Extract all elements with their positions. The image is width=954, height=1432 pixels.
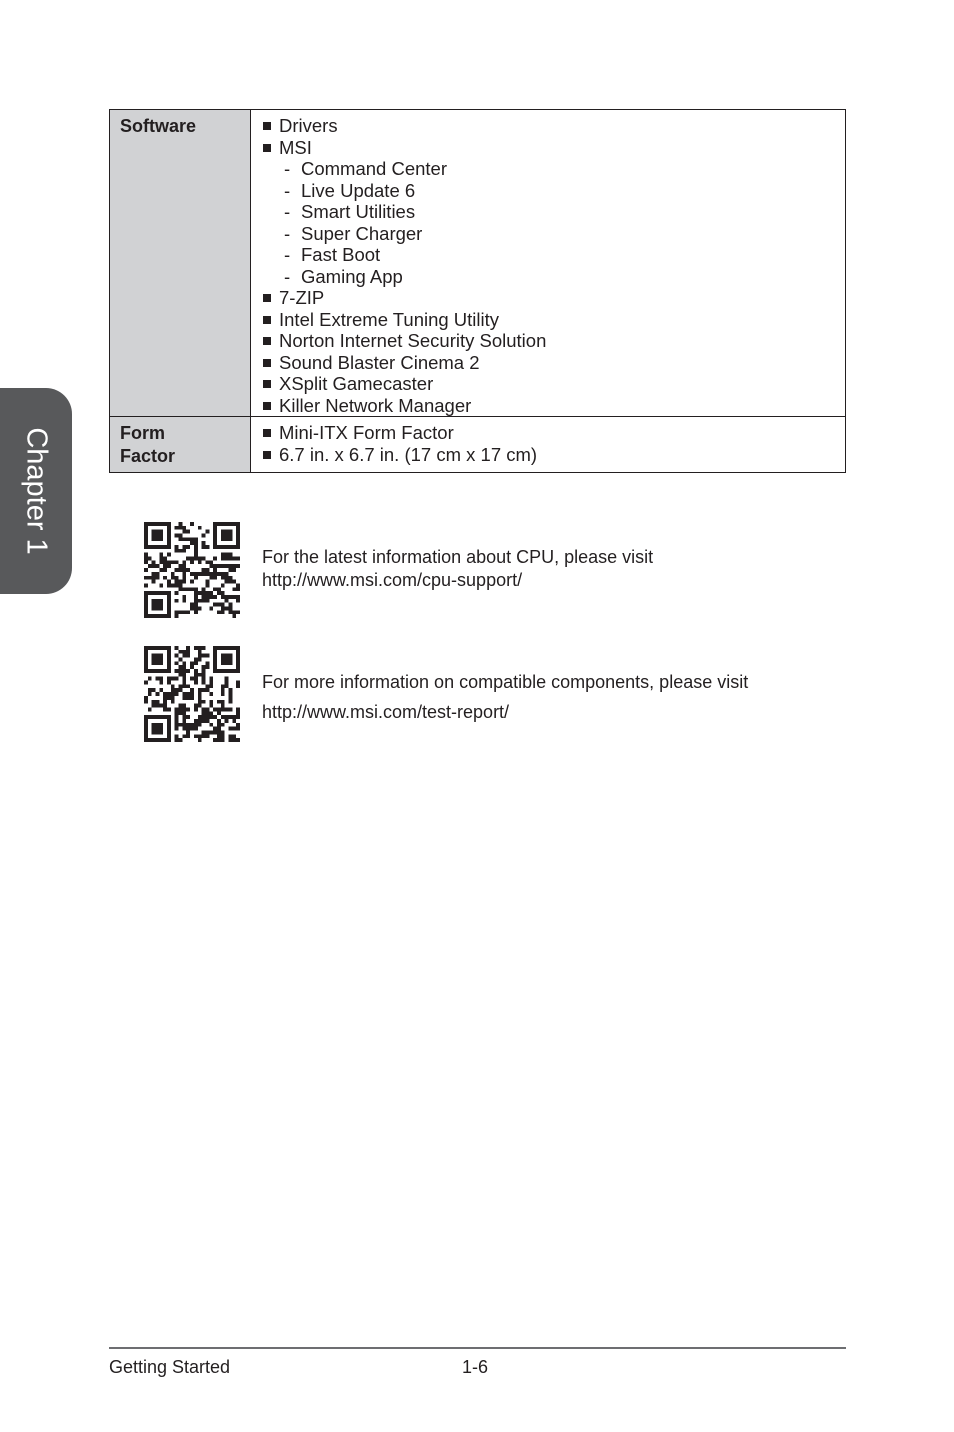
list-item: Killer Network Manager: [261, 395, 835, 417]
test-report-text: For more information on compatible components, please visit: [262, 672, 749, 692]
list-item: XSplit Gamecaster: [261, 373, 835, 395]
software-list: [251, 110, 846, 417]
footer-section-title: Getting Started: [109, 1357, 231, 1377]
list-item: Intel Extreme Tuning Utility: [261, 309, 835, 331]
cpu-support-text: For the latest information about CPU, please visit: [262, 547, 654, 567]
test-report-qr-code: [144, 646, 240, 742]
test-report-note: [262, 667, 748, 727]
sub-list-item: - Fast Boot: [261, 244, 835, 266]
list-item: 7-ZIP: [261, 287, 835, 309]
sub-list-item: - Smart Utilities: [261, 201, 835, 223]
cpu-support-qr-code: [144, 522, 240, 618]
list-item: Drivers: [261, 115, 835, 137]
software-row: [110, 110, 846, 417]
sub-list-item: - Live Update 6: [261, 180, 835, 202]
list-item: Sound Blaster Cinema 2: [261, 352, 835, 374]
test-report-link[interactable]: http://www.msi.com/test-report/: [262, 702, 510, 722]
cpu-support-link[interactable]: http://www.msi.com/cpu-support/: [262, 570, 523, 590]
specifications-table: [109, 109, 846, 473]
chapter-tab-label: Chapter 1: [20, 427, 53, 555]
software-label: Software: [110, 110, 251, 417]
sub-list-item: - Super Charger: [261, 223, 835, 245]
footer-page-number: 1-6: [462, 1357, 489, 1377]
cpu-support-note: [262, 546, 653, 592]
form-factor-row: [110, 417, 846, 473]
list-item: Mini-ITX Form Factor: [261, 422, 835, 444]
form-factor-list: [251, 417, 846, 473]
list-item: 6.7 in. x 6.7 in. (17 cm x 17 cm): [261, 444, 835, 466]
sub-list-item: - Gaming App: [261, 266, 835, 288]
form-factor-label-line1: Form: [120, 423, 165, 443]
footer-divider: [109, 1347, 846, 1349]
form-factor-label-line2: Factor: [120, 446, 176, 466]
list-item: Norton Internet Security Solution: [261, 330, 835, 352]
form-factor-label: [110, 417, 251, 473]
chapter-side-tab: [0, 388, 72, 594]
sub-list-item: - Command Center: [261, 158, 835, 180]
list-item: MSI: [261, 137, 835, 159]
